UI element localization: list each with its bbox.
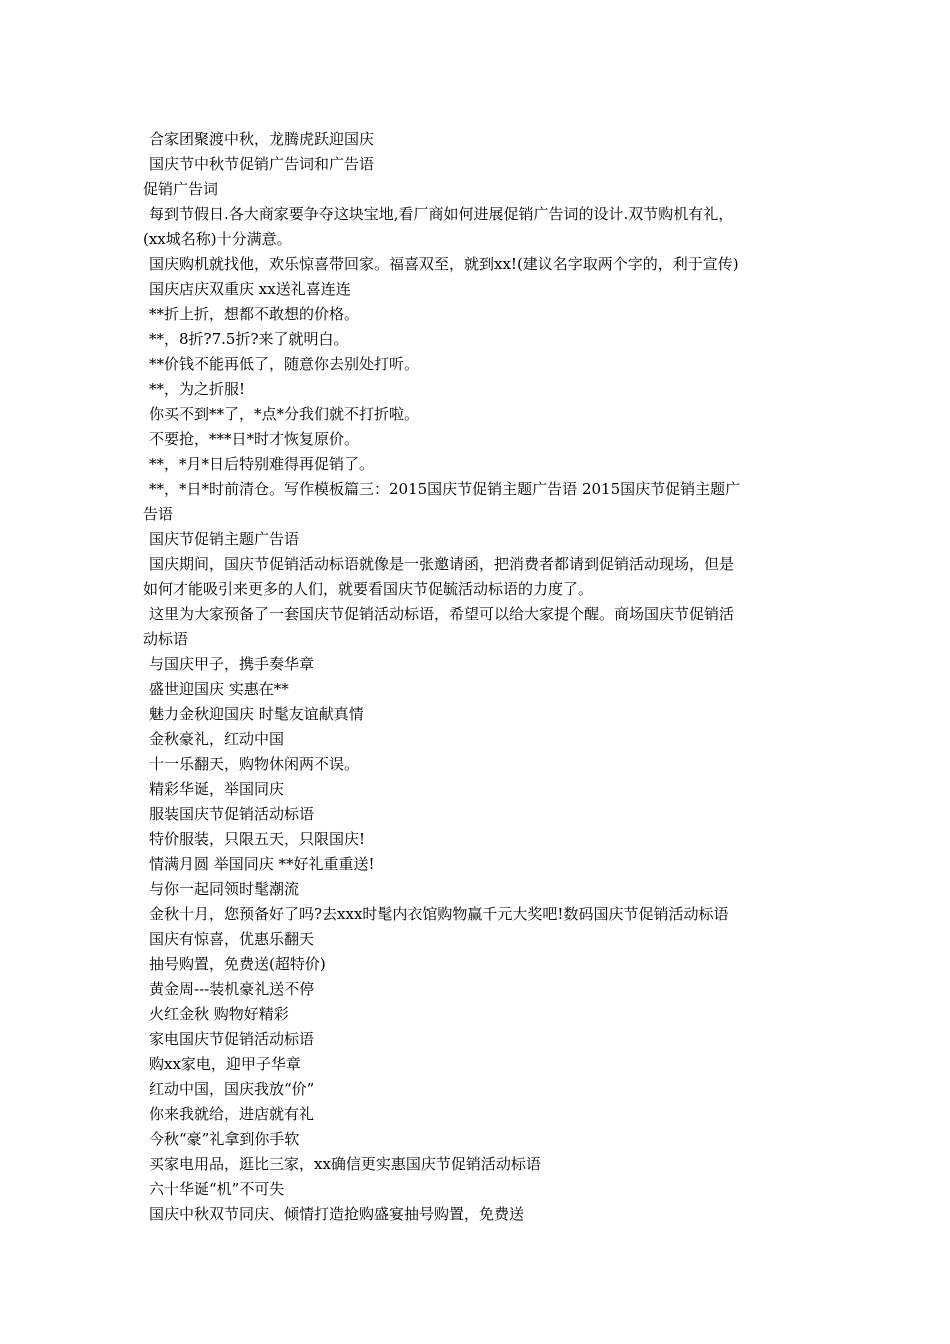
text-line: 火红金秋 购物好精彩 bbox=[149, 1005, 289, 1023]
text-line: 国庆店庆双重庆 xx送礼喜连连 bbox=[149, 280, 351, 298]
document-body bbox=[143, 127, 811, 1227]
text-line: 动标语 bbox=[143, 630, 189, 648]
text-line: 与你一起同领时髦潮流 bbox=[149, 880, 300, 898]
text-line: 你买不到**了，*点*分我们就不打折啦。 bbox=[149, 405, 420, 423]
text-line: 你来我就给，进店就有礼 bbox=[149, 1105, 315, 1123]
text-line: **，*月*日后特别难得再促销了。 bbox=[149, 455, 375, 473]
text-line: 盛世迎国庆 实惠在** bbox=[149, 680, 289, 698]
text-line: 不要抢，***日*时才恢复原价。 bbox=[149, 430, 360, 448]
text-line: **价钱不能再低了，随意你去别处打听。 bbox=[149, 355, 420, 373]
text-line: 与国庆甲子，携手奏华章 bbox=[149, 655, 315, 673]
text-line: 国庆节促销主题广告语 bbox=[149, 530, 300, 548]
text-line: **，*日*时前清仓。写作模板篇三：2015国庆节促销主题广告语 2015国庆节促销主题广 bbox=[149, 480, 741, 498]
text-line: 国庆节中秋节促销广告词和广告语 bbox=[149, 155, 375, 173]
text-line: 家电国庆节促销活动标语 bbox=[149, 1030, 315, 1048]
text-line: 服装国庆节促销活动标语 bbox=[149, 805, 315, 823]
text-line: 国庆有惊喜，优惠乐翻天 bbox=[149, 930, 315, 948]
text-line: 买家电用品，逛比三家，xx确信更实惠国庆节促销活动标语 bbox=[149, 1155, 541, 1173]
text-line: 特价服装，只限五天，只限国庆! bbox=[149, 830, 366, 848]
text-line: 情满月圆 举国同庆 **好礼重重送! bbox=[149, 855, 375, 873]
text-line: 购xx家电，迎甲子华章 bbox=[149, 1055, 301, 1073]
text-line: **，8折?7.5折?来了就明白。 bbox=[149, 330, 349, 348]
text-line: 这里为大家预备了一套国庆节促销活动标语，希望可以给大家提个醒。商场国庆节促销活 bbox=[149, 605, 735, 623]
text-line: 告语 bbox=[143, 505, 174, 523]
text-line: (xx城名称)十分满意。 bbox=[143, 230, 292, 248]
text-line: 十一乐翻天，购物休闲两不误。 bbox=[149, 755, 360, 773]
section-heading: 促销广告词 bbox=[143, 180, 219, 198]
text-line: 金秋豪礼，红动中国 bbox=[149, 730, 285, 748]
text-line: 魅力金秋迎国庆 时髦友谊献真情 bbox=[149, 705, 364, 723]
text-line: 金秋十月，您预备好了吗?去xxx时髦内衣馆购物赢千元大奖吧!数码国庆节促销活动标语 bbox=[149, 905, 729, 923]
text-line: 国庆期间，国庆节促销活动标语就像是一张邀请函，把消费者都请到促销活动现场，但是 bbox=[149, 555, 735, 573]
text-line: 黄金周---装机豪礼送不停 bbox=[149, 980, 315, 998]
text-line: **折上折，想都不敢想的价格。 bbox=[149, 305, 360, 323]
text-line: 国庆中秋双节同庆、倾情打造抢购盛宴抽号购置，免费送 bbox=[149, 1205, 525, 1223]
text-line: 今秋“豪”礼拿到你手软 bbox=[149, 1130, 300, 1148]
text-line: 精彩华诞，举国同庆 bbox=[149, 780, 285, 798]
text-line: 抽号购置，免费送(超特价) bbox=[149, 955, 326, 973]
text-line: 如何才能吸引来更多的人们，就要看国庆节促毓活动标语的力度了。 bbox=[143, 580, 594, 598]
text-line: 红动中国，国庆我放“价” bbox=[149, 1080, 315, 1098]
text-line: 国庆购机就找他，欢乐惊喜带回家。福喜双至，就到xx!(建议名字取两个字的，利于宣传) bbox=[149, 255, 739, 273]
text-line: **，为之折服! bbox=[149, 380, 246, 398]
text-line: 每到节假日.各大商家要争夺这块宝地,看厂商如何进展促销广告词的设计.双节购机有礼， bbox=[149, 205, 734, 223]
text-line: 合家团聚渡中秋，龙腾虎跃迎国庆 bbox=[149, 130, 375, 148]
text-line: 六十华诞“机”不可失 bbox=[149, 1180, 285, 1198]
